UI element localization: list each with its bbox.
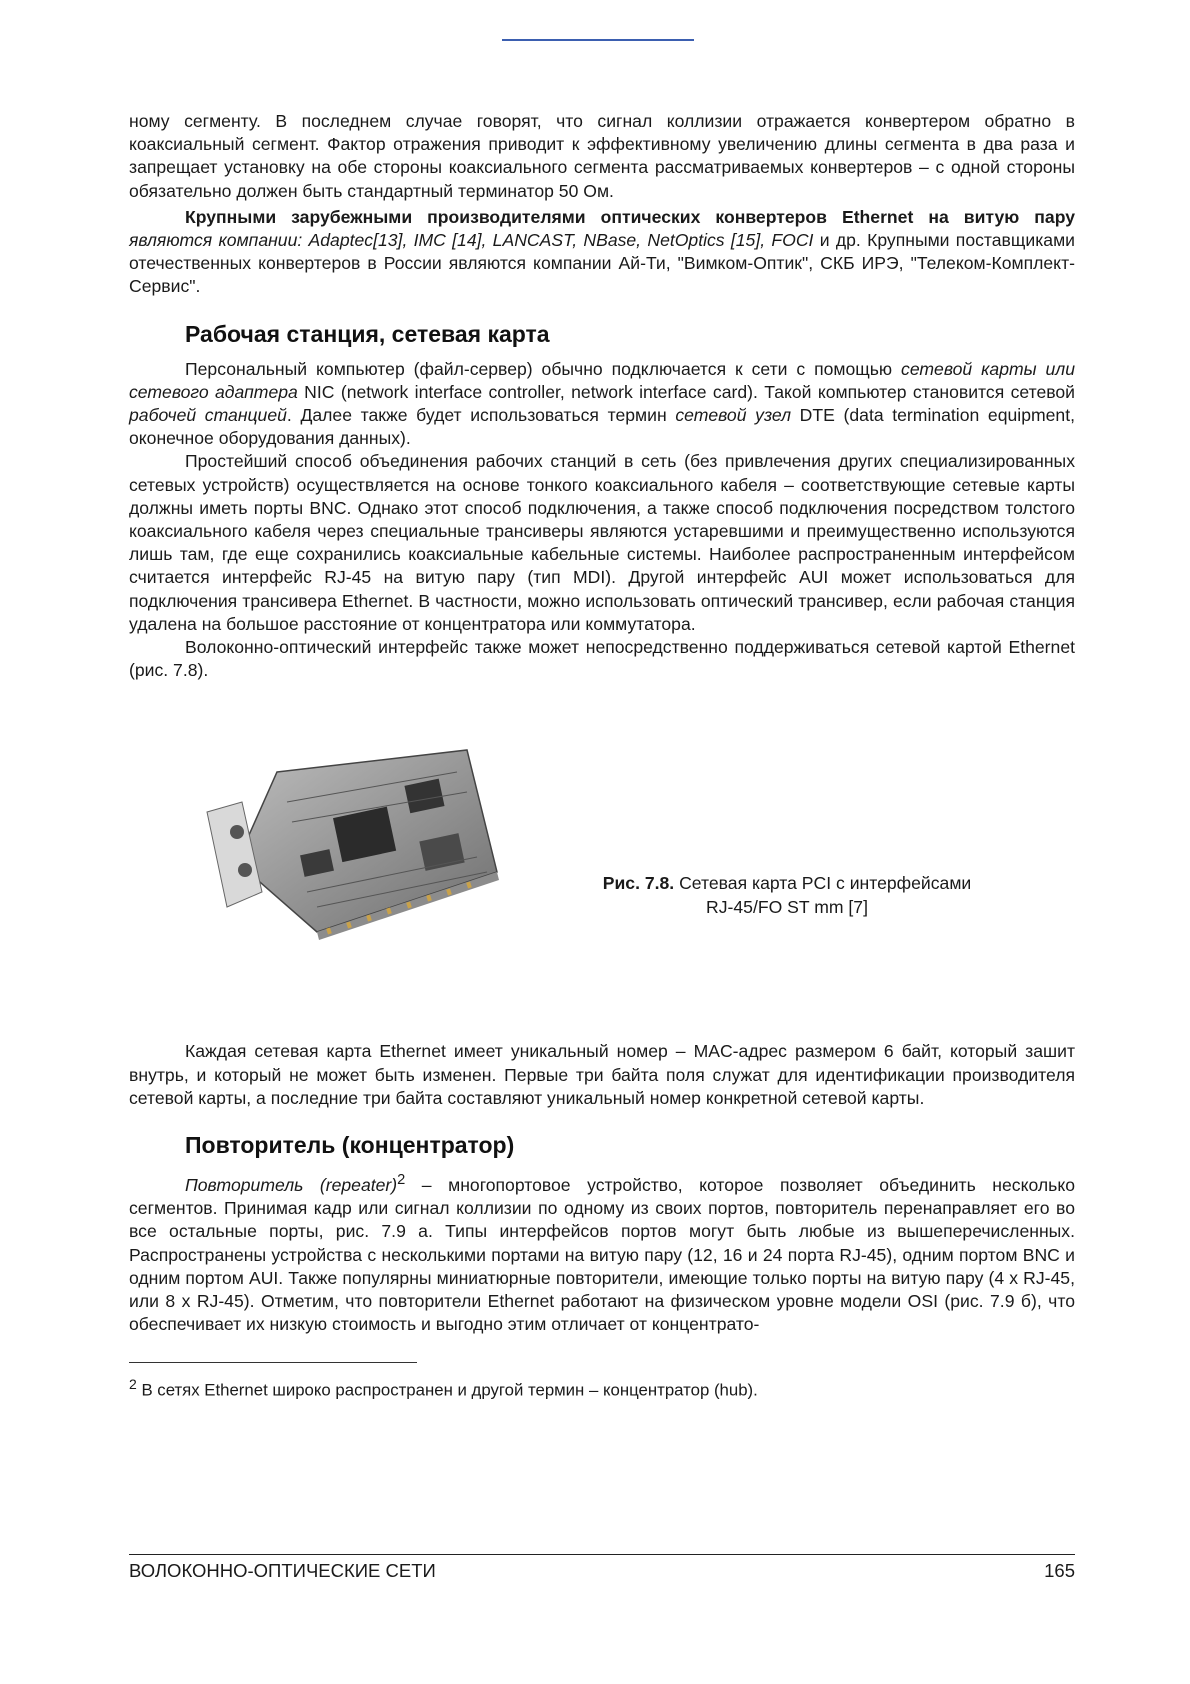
paragraph-2-lead: Крупными зарубежными производителями оптических конвертеров Ethernet на витую пару — [185, 206, 1075, 227]
section-heading-repeater: Повторитель (концентратор) — [185, 1132, 515, 1159]
figure-7-8 — [129, 720, 1075, 1040]
footnote-rule — [129, 1362, 417, 1363]
paragraph-2-italic: являются компании: Adaptec[13], IMC [14], LANCAST, NBase, NetOptics [15], FOCI — [129, 230, 814, 251]
footer-rule — [129, 1554, 1075, 1555]
paragraph-2-rest: и др. Крупными поставщиками отечественных конвертеров в России являются компании Ай-Ти, "Вимком-Оптик", СКБ ИРЭ, "Телеком-Комплект-Сервис". — [129, 230, 1075, 297]
page-body — [129, 110, 1075, 1402]
paragraph-7 — [129, 1169, 1075, 1336]
paragraph-6: Каждая сетевая карта Ethernet имеет уникальный номер – MAC-адрес размером 6 байт, который зашит внутрь, и который не может быть изменен. Первые три байта поля служат для идентификации производителя сетевой карты, а последние три байта составляют уникальный номер конкретной сетевой карты. — [129, 1041, 1075, 1108]
page-footer — [129, 1560, 1075, 1582]
figure-caption — [537, 872, 1037, 918]
footer-title: ВОЛОКОННО-ОПТИЧЕСКИЕ СЕТИ — [129, 1560, 436, 1581]
term-repeater: Повторитель (repeater) — [185, 1174, 398, 1195]
paragraph-3-part-b: NIC (network interface controller, network interface card). Такой компьютер становится сетевой — [297, 381, 1075, 402]
figure-caption-line-1: Сетевая карта PCI с интерфейсами — [674, 873, 972, 894]
paragraph-3-part-d: DTE (data termination equipment, оконечное оборудования данных). — [129, 405, 1075, 449]
paragraph-3 — [129, 358, 1075, 451]
paragraph-3-part-c: . Далее также будет использоваться термин — [286, 405, 676, 426]
figure-label: Рис. 7.8. — [602, 873, 675, 894]
paragraph-4: Простейший способ объединения рабочих станций в сеть (без привлечения других специализированных сетевых устройств) осуществляется на основе тонкого коаксиального кабеля – соответствующие сетевые карты должны иметь порты BNC. Однако этот способ подключения, а также способ подключения посредством толстого коаксиального кабеля через специальные трансиверы являются устаревшими и преимущественно используются лишь там, где еще сохранились коаксиальные кабельные системы. Наиболее распространенным интерфейсом считается интерфейс RJ-45 на витую пару (тип MDI). Другой интерфейс AUI может использоваться для подключения трансивера Ethernet. В частности, можно использовать оптический трансивер, если рабочая станция удалена на большое расстояние от концентратора или коммутатора. — [129, 451, 1075, 634]
paragraph-1: ному сегменту. В последнем случае говорят, что сигнал коллизии отражается конвертером обратно в коаксиальный сегмент. Фактор отражения приводит к эффективному увеличению длины сегмента в два раза и запрещает установку на обе стороны коаксиального сегмента рассматриваемых конвертеров – с одной стороны обязательно должен быть стандартный терминатор 50 Ом. — [129, 111, 1075, 201]
footnote-text: В сетях Ethernet широко распространен и другой термин – концентратор (hub). — [136, 1380, 758, 1400]
term-network-node: сетевой узел — [675, 405, 792, 426]
page-number: 165 — [1044, 1560, 1075, 1581]
paragraph-2 — [129, 206, 1075, 299]
footnote-ref: 2 — [397, 1172, 406, 1189]
paragraph-7-rest: – многопортовое устройство, которое позволяет объединить несколько сегментов. Принимая кадр или сигнал коллизии по одному из своих портов, повторитель перенаправляет его во все остальные порты, рис. 7.9 а. Типы интерфейсов портов могут быть любые из вышеперечисленных. Распространены устройства с несколькими портами на витую пару (12, 16 и 24 порта RJ-45), одним портом BNC и одним портом AUI. Также популярны миниатюрные повторители, имеющие только порты на витую пару (4 x RJ-45, или 8 x RJ-45). Отметим, что повторители Ethernet работают на физическом уровне модели OSI (рис. 7.9 б), что обеспечивает их низкую стоимость и выгодно этим отличает от концентрато- — [129, 1174, 1075, 1335]
footnote-mark: 2 — [129, 1376, 137, 1393]
term-network-card: сетевой карты или сетевого адаптера — [129, 358, 1075, 402]
header-rule — [502, 39, 694, 41]
network-card-image — [167, 742, 507, 942]
term-workstation: рабочей станцией — [129, 405, 287, 426]
paragraph-3-part-a: Персональный компьютер (файл-сервер) обычно подключается к сети с помощью — [185, 358, 902, 379]
footnote — [129, 1373, 1075, 1402]
section-heading-workstation: Рабочая станция, сетевая карта — [185, 320, 550, 347]
paragraph-5: Волоконно-оптический интерфейс также может непосредственно поддерживаться сетевой картой Ethernet (рис. 7.8). — [129, 637, 1075, 681]
figure-caption-line-2: RJ-45/FO ST mm [7] — [706, 896, 868, 917]
